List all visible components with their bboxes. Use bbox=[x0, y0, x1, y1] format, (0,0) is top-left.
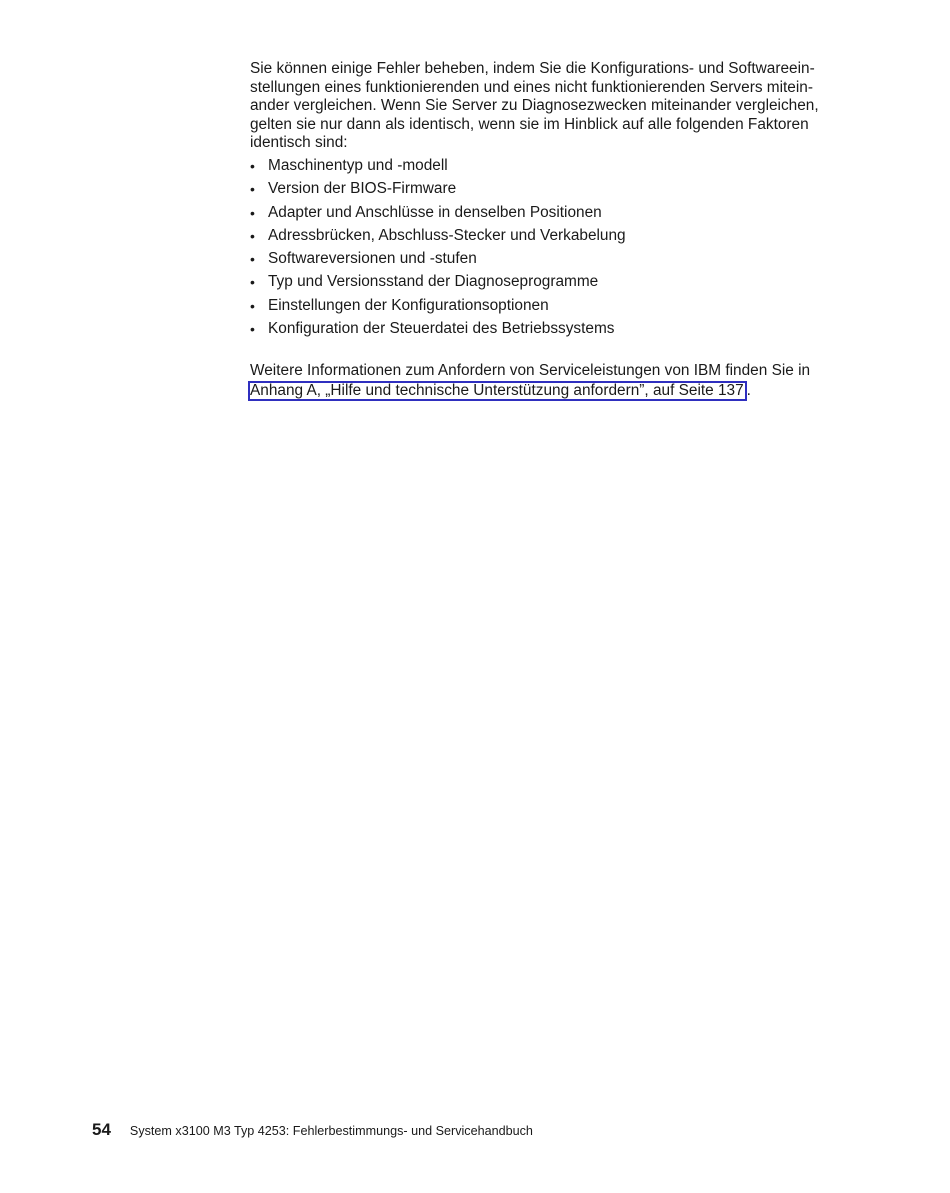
list-item-text: Einstellungen der Konfigurationsoptionen bbox=[268, 296, 549, 314]
intro-line: Sie können einige Fehler beheben, indem Sie die Konfigurations- und Softwareein- bbox=[250, 60, 815, 77]
list-item bbox=[250, 250, 840, 273]
bullet-icon: • bbox=[250, 181, 255, 198]
bullet-icon: • bbox=[250, 274, 255, 291]
intro-paragraph bbox=[250, 60, 840, 153]
list-item bbox=[250, 180, 840, 203]
bullet-icon: • bbox=[250, 157, 255, 174]
bullet-icon: • bbox=[250, 227, 255, 244]
list-item-text: Adressbrücken, Abschluss-Stecker und Verkabelung bbox=[268, 226, 626, 244]
more-info-paragraph bbox=[250, 362, 840, 401]
document-title: System x3100 M3 Typ 4253: Fehlerbestimmungs- und Servicehandbuch bbox=[129, 1124, 533, 1138]
list-item-text: Version der BIOS-Firmware bbox=[268, 180, 457, 198]
list-item-text: Konfiguration der Steuerdatei des Betriebssystems bbox=[268, 320, 615, 338]
list-item bbox=[250, 227, 840, 250]
list-item-text: Typ und Versionsstand der Diagnoseprogramme bbox=[268, 273, 599, 291]
bullet-icon: • bbox=[250, 251, 255, 268]
intro-line: gelten sie nur dann als identisch, wenn sie im Hinblick auf alle folgenden Faktoren bbox=[250, 115, 809, 133]
appendix-a-link[interactable]: Anhang A, „Hilfe und technische Unterstützung anfordern”, auf Seite 137 bbox=[248, 381, 747, 401]
list-item-text: Maschinentyp und -modell bbox=[268, 156, 448, 174]
intro-line: stellungen eines funktionierenden und eines nicht funktionierenden Servers mitein- bbox=[250, 78, 813, 96]
bullet-icon: • bbox=[250, 204, 255, 221]
list-item bbox=[250, 204, 840, 227]
bullet-icon: • bbox=[250, 297, 255, 314]
intro-line: identisch sind: bbox=[250, 134, 348, 152]
bullet-icon: • bbox=[250, 321, 255, 338]
page-footer bbox=[92, 1120, 533, 1140]
page-number: 54 bbox=[92, 1120, 111, 1139]
comparison-factor-list bbox=[250, 157, 840, 343]
main-content bbox=[250, 60, 840, 401]
list-item bbox=[250, 297, 840, 320]
list-item bbox=[250, 157, 840, 180]
list-item-text: Adapter und Anschlüsse in denselben Positionen bbox=[268, 203, 602, 221]
list-item bbox=[250, 320, 840, 343]
more-info-text: Weitere Informationen zum Anfordern von Serviceleistungen von IBM finden Sie in bbox=[250, 362, 811, 380]
intro-line: ander vergleichen. Wenn Sie Server zu Diagnosezwecken miteinander vergleichen, bbox=[250, 97, 819, 115]
more-info-period: . bbox=[746, 381, 751, 399]
list-item bbox=[250, 273, 840, 296]
list-item-text: Softwareversionen und -stufen bbox=[268, 250, 477, 268]
